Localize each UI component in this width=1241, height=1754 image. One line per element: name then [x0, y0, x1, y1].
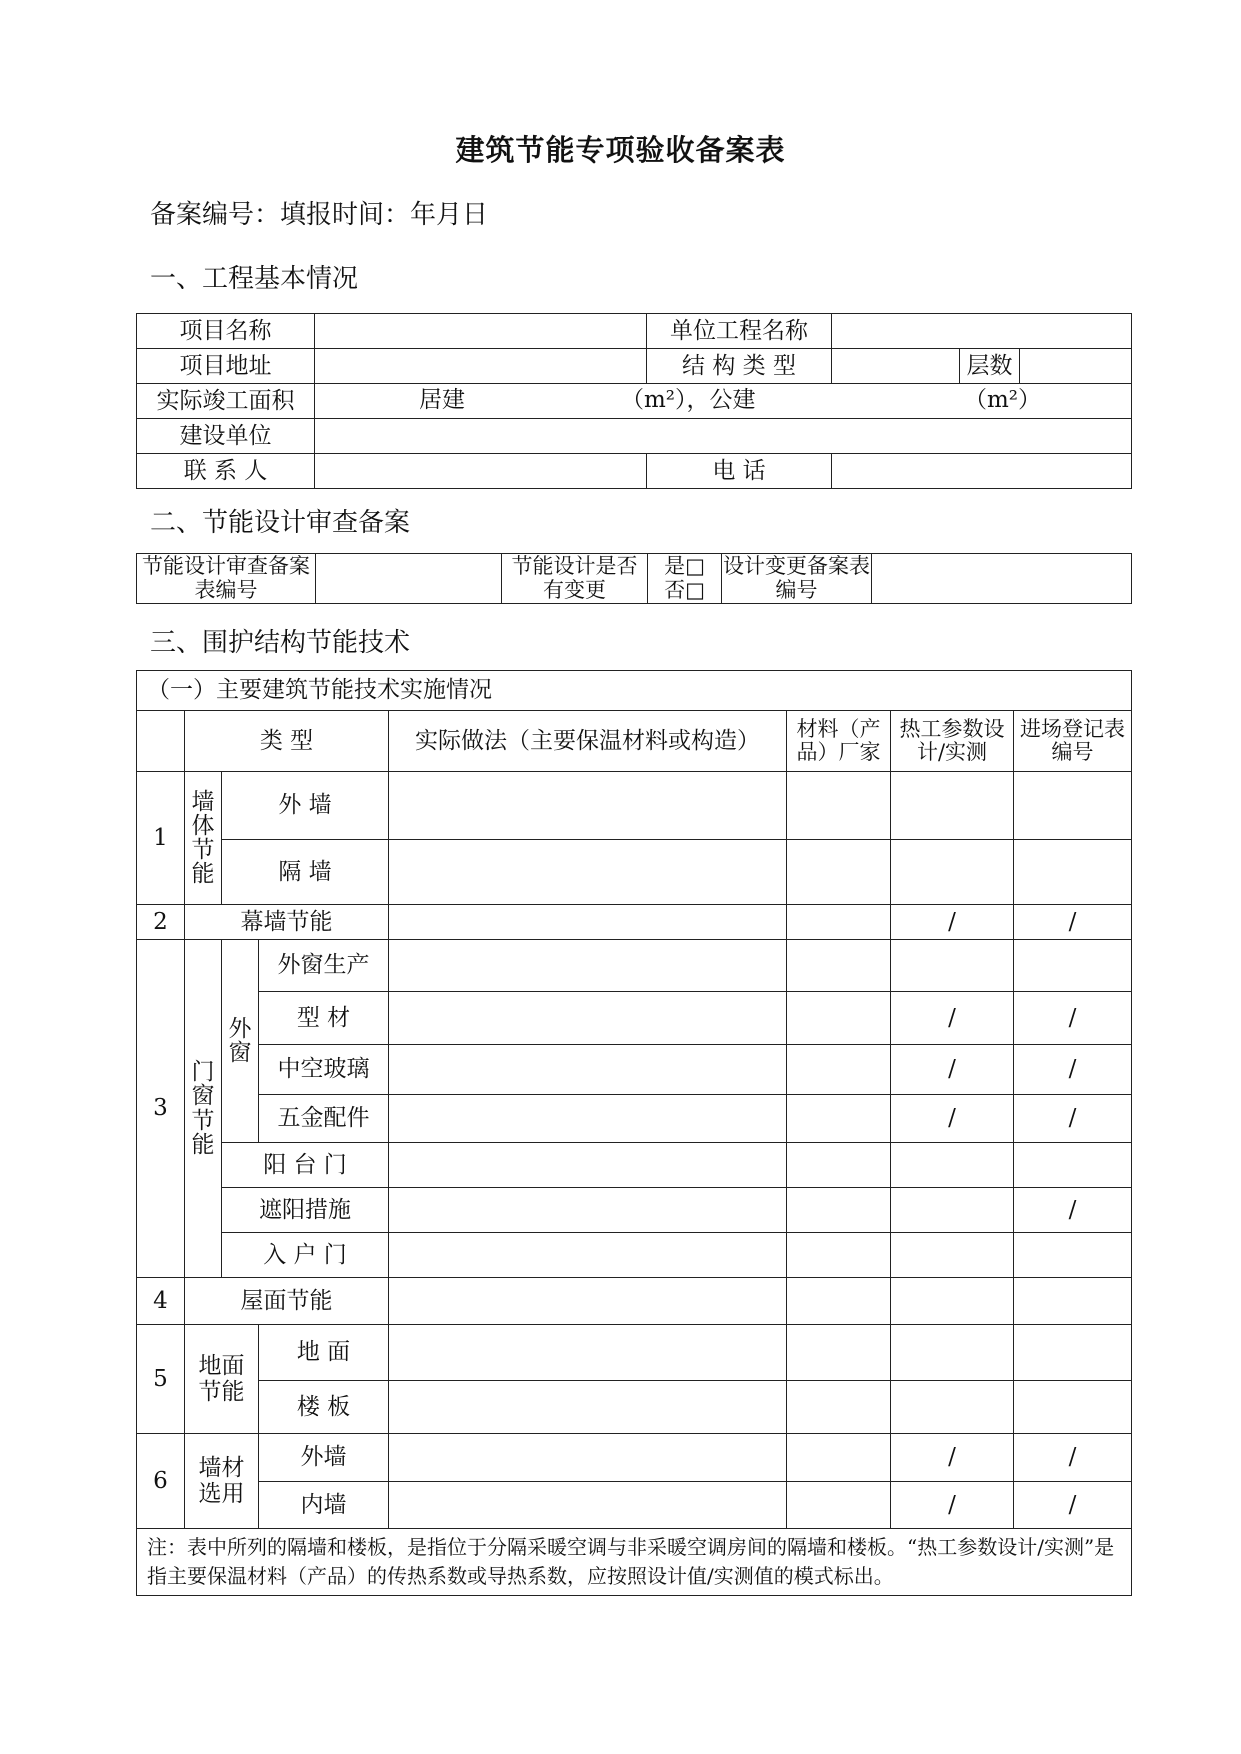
- actual-area-label: 实际竣工面积: [137, 384, 315, 419]
- reg-slash: /: [1014, 1095, 1132, 1143]
- param-slash: /: [891, 1434, 1014, 1482]
- method-cell[interactable]: [389, 1381, 787, 1434]
- param-cell[interactable]: [891, 840, 1014, 905]
- exterior-wall-label: 外 墙: [222, 772, 389, 840]
- reg-cell[interactable]: [1014, 1233, 1132, 1278]
- maker-cell[interactable]: [787, 992, 891, 1045]
- phone-field[interactable]: [832, 454, 1132, 489]
- method-cell[interactable]: [389, 1278, 787, 1325]
- outer-wall-label: 外墙: [259, 1434, 389, 1482]
- reg-cell[interactable]: [1014, 772, 1132, 840]
- public-unit-label: （m²）: [964, 387, 1042, 413]
- maker-cell[interactable]: [787, 1278, 891, 1325]
- unit-project-name-field[interactable]: [832, 314, 1132, 349]
- no-checkbox[interactable]: 否□: [664, 577, 705, 602]
- change-no-field[interactable]: [872, 554, 1132, 604]
- col-type-header: 类 型: [185, 711, 389, 772]
- section3-heading: 三、围护结构节能技术: [150, 628, 411, 658]
- col-param-header: 热工参数设计/实测: [891, 711, 1014, 772]
- floors-label: 层数: [960, 349, 1020, 384]
- project-name-label: 项目名称: [137, 314, 315, 349]
- reg-slash: /: [1014, 1434, 1132, 1482]
- maker-cell[interactable]: [787, 905, 891, 940]
- reg-cell[interactable]: [1014, 1278, 1132, 1325]
- exterior-window-sublabel: 外窗: [222, 940, 259, 1143]
- builder-label: 建设单位: [137, 419, 315, 454]
- yes-checkbox[interactable]: 是□: [664, 554, 705, 579]
- review-no-field[interactable]: [316, 554, 502, 604]
- curtain-wall-label: 幕墙节能: [185, 905, 389, 940]
- method-cell[interactable]: [389, 1143, 787, 1188]
- method-cell[interactable]: [389, 840, 787, 905]
- structure-type-label: 结 构 类 型: [647, 349, 832, 384]
- reg-slash: /: [1014, 992, 1132, 1045]
- method-cell[interactable]: [389, 1325, 787, 1381]
- param-slash: /: [891, 1095, 1014, 1143]
- reg-slash: /: [1014, 1482, 1132, 1529]
- row-number: 5: [137, 1325, 185, 1434]
- maker-cell[interactable]: [787, 1188, 891, 1233]
- balcony-door-label: 阳 台 门: [222, 1143, 389, 1188]
- profile-label: 型 材: [259, 992, 389, 1045]
- param-slash: /: [891, 905, 1014, 940]
- contact-field[interactable]: [315, 454, 647, 489]
- implementation-subheading: （一）主要建筑节能技术实施情况: [137, 671, 1132, 711]
- reg-slash: /: [1014, 1045, 1132, 1095]
- maker-cell[interactable]: [787, 1381, 891, 1434]
- method-cell[interactable]: [389, 1095, 787, 1143]
- project-name-field[interactable]: [315, 314, 647, 349]
- maker-cell[interactable]: [787, 1482, 891, 1529]
- actual-area-field[interactable]: [315, 384, 1132, 419]
- param-cell[interactable]: [891, 1381, 1014, 1434]
- row-number: 1: [137, 772, 185, 905]
- floors-field[interactable]: [1020, 349, 1132, 384]
- method-cell[interactable]: [389, 772, 787, 840]
- maker-cell[interactable]: [787, 840, 891, 905]
- reg-cell[interactable]: [1014, 940, 1132, 992]
- filing-info-line: 备案编号：填报时间：年月日: [150, 200, 489, 230]
- slab-label: 楼 板: [259, 1381, 389, 1434]
- roof-energy-label: 屋面节能: [185, 1278, 389, 1325]
- maker-cell[interactable]: [787, 1325, 891, 1381]
- maker-cell[interactable]: [787, 1233, 891, 1278]
- param-cell[interactable]: [891, 1325, 1014, 1381]
- change-no-label: 设计变更备案表编号: [723, 554, 870, 602]
- phone-label: 电 话: [647, 454, 832, 489]
- method-cell[interactable]: [389, 940, 787, 992]
- unit-project-name-label: 单位工程名称: [647, 314, 832, 349]
- header-no-cell: [137, 711, 185, 772]
- col-method-header: 实际做法（主要保温材料或构造）: [389, 711, 787, 772]
- residential-unit-label: （m²），公建: [621, 387, 756, 413]
- design-changed-label: 节能设计是否有变更: [502, 554, 648, 604]
- contact-label: 联 系 人: [137, 454, 315, 489]
- table-note: 注：表中所列的隔墙和楼板，是指位于分隔采暖空调与非采暖空调房间的隔墙和楼板。“热工参数设计/实测”是指主要保温材料（产品）的传热系数或导热系数，应按照设计值/实测值的模式标出。: [137, 1529, 1132, 1596]
- method-cell[interactable]: [389, 1482, 787, 1529]
- section2-heading: 二、节能设计审查备案: [150, 508, 411, 538]
- reg-cell[interactable]: [1014, 1325, 1132, 1381]
- maker-cell[interactable]: [787, 940, 891, 992]
- row-number: 4: [137, 1278, 185, 1325]
- changed-checkboxes[interactable]: [648, 554, 722, 604]
- reg-cell[interactable]: [1014, 840, 1132, 905]
- residential-label: 居建: [419, 387, 465, 413]
- param-cell[interactable]: [891, 940, 1014, 992]
- insulated-glass-label: 中空玻璃: [259, 1045, 389, 1095]
- param-cell[interactable]: [891, 772, 1014, 840]
- basic-info-table: [136, 313, 1132, 489]
- maker-cell[interactable]: [787, 1143, 891, 1188]
- reg-cell[interactable]: [1014, 1143, 1132, 1188]
- partition-wall-label: 隔 墙: [222, 840, 389, 905]
- inner-wall-label: 内墙: [259, 1482, 389, 1529]
- row-number: 6: [137, 1434, 185, 1529]
- window-production-label: 外窗生产: [259, 940, 389, 992]
- method-cell[interactable]: [389, 1188, 787, 1233]
- param-cell[interactable]: [891, 1233, 1014, 1278]
- ground-label: 地 面: [259, 1325, 389, 1381]
- param-slash: /: [891, 1482, 1014, 1529]
- param-cell[interactable]: [891, 1278, 1014, 1325]
- envelope-tech-table: [136, 670, 1132, 1596]
- floor-energy-group-label: 地面节能: [185, 1325, 259, 1434]
- entrance-door-label: 入 户 门: [222, 1233, 389, 1278]
- maker-cell[interactable]: [787, 772, 891, 840]
- structure-type-field[interactable]: [832, 349, 960, 384]
- review-no-label: 节能设计审查备案表编号: [137, 554, 316, 604]
- section1-heading: 一、工程基本情况: [150, 264, 359, 294]
- method-cell[interactable]: [389, 1233, 787, 1278]
- door-window-group-label: 门窗节能: [185, 940, 222, 1278]
- method-cell[interactable]: [389, 1434, 787, 1482]
- param-slash: /: [891, 992, 1014, 1045]
- method-cell[interactable]: [389, 905, 787, 940]
- reg-slash: /: [1014, 1188, 1132, 1233]
- col-maker-header: 材料（产品）厂家: [787, 711, 891, 772]
- project-address-label: 项目地址: [137, 349, 315, 384]
- sunshade-label: 遮阳措施: [222, 1188, 389, 1233]
- param-slash: /: [891, 1045, 1014, 1095]
- hardware-label: 五金配件: [259, 1095, 389, 1143]
- maker-cell[interactable]: [787, 1434, 891, 1482]
- wall-material-group-label: 墙材选用: [185, 1434, 259, 1529]
- row-number: 3: [137, 940, 185, 1278]
- row-number: 2: [137, 905, 185, 940]
- design-review-table: [136, 553, 1132, 604]
- reg-cell[interactable]: [1014, 1381, 1132, 1434]
- page-title: 建筑节能专项验收备案表: [455, 133, 786, 167]
- param-cell[interactable]: [891, 1188, 1014, 1233]
- project-address-field[interactable]: [315, 349, 647, 384]
- maker-cell[interactable]: [787, 1045, 891, 1095]
- maker-cell[interactable]: [787, 1095, 891, 1143]
- method-cell[interactable]: [389, 992, 787, 1045]
- reg-slash: /: [1014, 905, 1132, 940]
- wall-energy-group-label: 墙体节能: [185, 772, 222, 905]
- builder-field[interactable]: [315, 419, 1132, 454]
- param-cell[interactable]: [891, 1143, 1014, 1188]
- col-reg-header: 进场登记表编号: [1014, 711, 1132, 772]
- method-cell[interactable]: [389, 1045, 787, 1095]
